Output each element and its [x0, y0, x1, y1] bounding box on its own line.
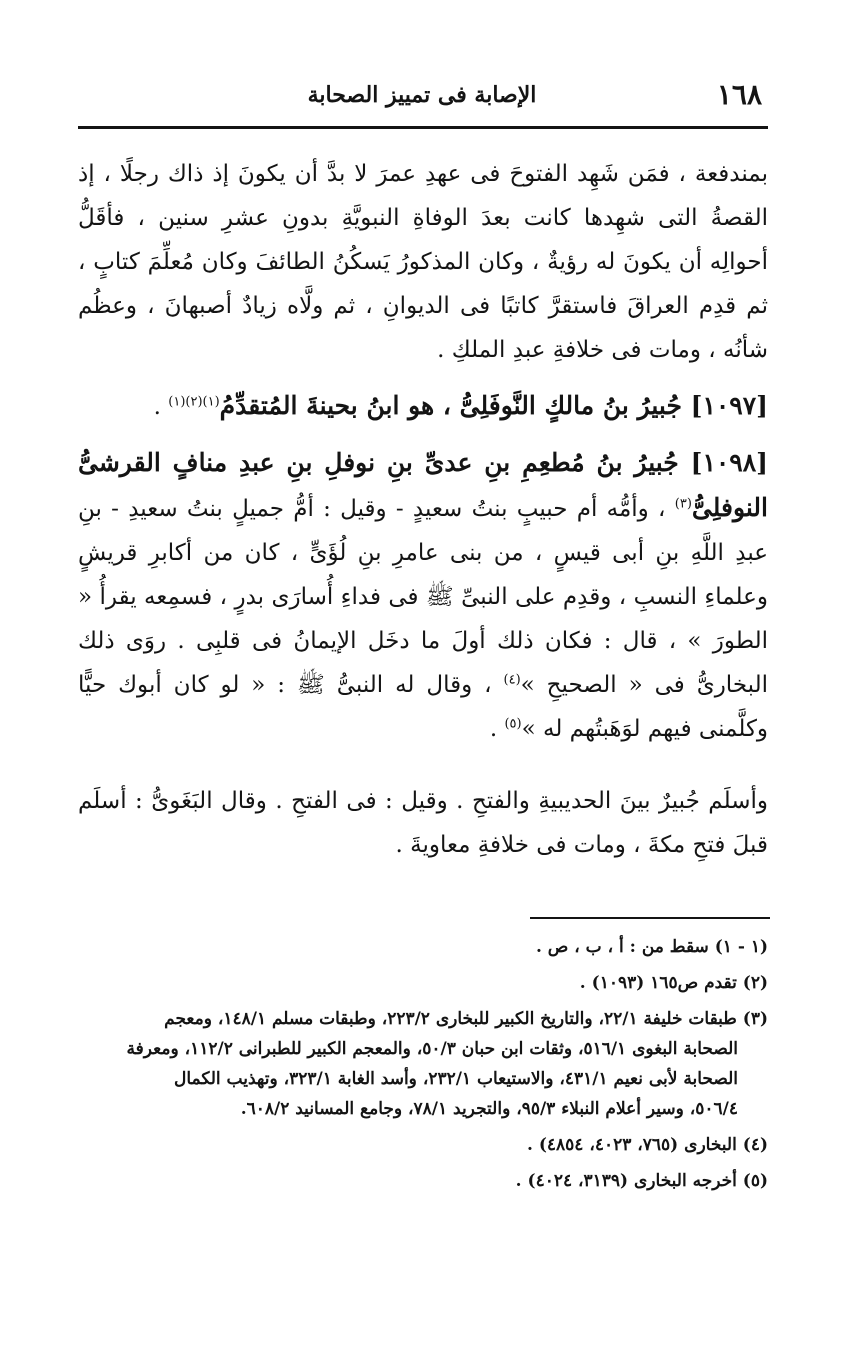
entry-1097-heading: [١٠٩٧] جُبيرُ بنُ مالكٍ النَّوفَلِىُّ ، هو ابنُ بحينةَ المُتقدِّمُ [219, 391, 768, 420]
entry-1098-end: . [489, 716, 505, 742]
footnote-4: (٤) البخارى (٧٦٥، ٤٠٢٣، ٤٨٥٤) . [527, 1135, 768, 1155]
footnote-1: (١ - ١) سقط من : أ ، ب ، ص . [535, 937, 768, 957]
paragraph-1: بمندفعة ، فمَن شَهِد الفتوحَ فى عهدِ عمرَ لا بدَّ أن يكونَ إذ ذاك رجلًا ، إذ القصةُ التى شهِدها كانت بعدَ الوفاةِ النبويَّةِ بدونِ عشرِ سنين ، فأقَلُّ أحوالِه أن يكونَ له رؤيةٌ ، وكان المذكورُ يَسكُنُ الطائفَ وكان مُعلِّمَ كتابٍ ، ثم قدِم العراقَ فاستقرَّ كاتبًا فى الديوانِ ، ثم ولَّاه زيادٌ أصبهانَ ، وعظُم شأنُه ، ومات فى خلافةِ عبدِ الملكِ . [78, 161, 768, 363]
footnote-ref: (٣) [674, 496, 692, 512]
page-number: ١٦٨ [716, 78, 762, 111]
running-title: الإصابة فى تمييز الصحابة [307, 82, 537, 108]
paragraph-last: وأسلَم جُبيرٌ بينَ الحديبيةِ والفتحِ . وقيل : فى الفتحِ . وقال البَغَوىُّ : أسلَم قبلَ فتحِ مكةَ ، ومات فى خلافةِ معاويةَ . [78, 788, 768, 858]
entry-1098-heading: [١٠٩٨] جُبيرُ بنُ مُطعِمِ بنِ عدىِّ بنِ نوفلِ بنِ عبدِ منافٍ القرشىُّ النوفلِىُّ [78, 448, 768, 522]
main-text [78, 152, 768, 867]
footnote-rule [530, 917, 770, 919]
footnote-3 [78, 1004, 768, 1124]
entry-1098 [78, 441, 768, 751]
footnote-3-line: الصحابة لأبى نعيم ٤٣١/١، والاستيعاب ٢٣٢/١، وأسد الغابة ٣٢٣/١، وتهذيب الكمال [173, 1069, 738, 1089]
footnote-ref: (١)(٢)(١) [168, 394, 220, 410]
footnote-3-line: (٣) طبقات خليفة ٢٢/١، والتاريخ الكبير للبخارى ٢٢٣/٢، وطبقات مسلم ١٤٨/١، ومعجم [164, 1009, 768, 1029]
entry-1098-text: ، وأمُّه أم حبيبٍ بنتُ سعيدٍ - وقيل : أمُّ جميلٍ بنتُ سعيدِ - بنِ عبدِ اللَّهِ بنِ أبى قيسٍ ، من بنى عامرِ بنِ لُؤَىٍّ ، كان من أكابرِ قريشٍ وعلماءِ النسبِ ، وقدِم على النبىِّ ﷺ فى فداءِ أُسارَى بدرٍ ، فسمِعه يقرأُ « الطورَ » ، قال : فكان ذلك أولَ ما دخَل الإيمانُ فى قلبِى . روَى ذلك البخارىُّ فى « الصحيحِ » [78, 496, 769, 698]
footnote-ref: (٤) [503, 672, 521, 688]
footnotes [78, 932, 768, 1202]
footnote-3-line: ٥٠٦/٤، وسير أعلام النبلاء ٩٥/٣، والتجريد ٧٨/١، وجامع المسانيد ٦٠٨/٢. [240, 1099, 738, 1119]
footnote-ref: (٥) [504, 716, 522, 732]
entry-1097-end: . [153, 394, 169, 420]
footnote-5: (٥) أخرجه البخارى (٣١٣٩، ٤٠٢٤) . [515, 1171, 768, 1191]
footnote-3-line: الصحابة البغوى ٥١٦/١، وثقات ابن حبان ٥٠/٣، والمعجم الكبير للطبرانى ١١٢/٢، ومعرفة [126, 1039, 738, 1059]
header-rule [78, 126, 768, 129]
footnote-2: (٢) تقدم ص١٦٥ (١٠٩٣) . [579, 973, 768, 993]
entry-1098-text: ، وقال له النبىُّ ﷺ : « لو كان أبوك حيًّا وكلَّمنى فيهم لوَهَبتُهم له » [78, 672, 768, 742]
page-header [78, 72, 766, 116]
entry-1097 [78, 384, 768, 429]
